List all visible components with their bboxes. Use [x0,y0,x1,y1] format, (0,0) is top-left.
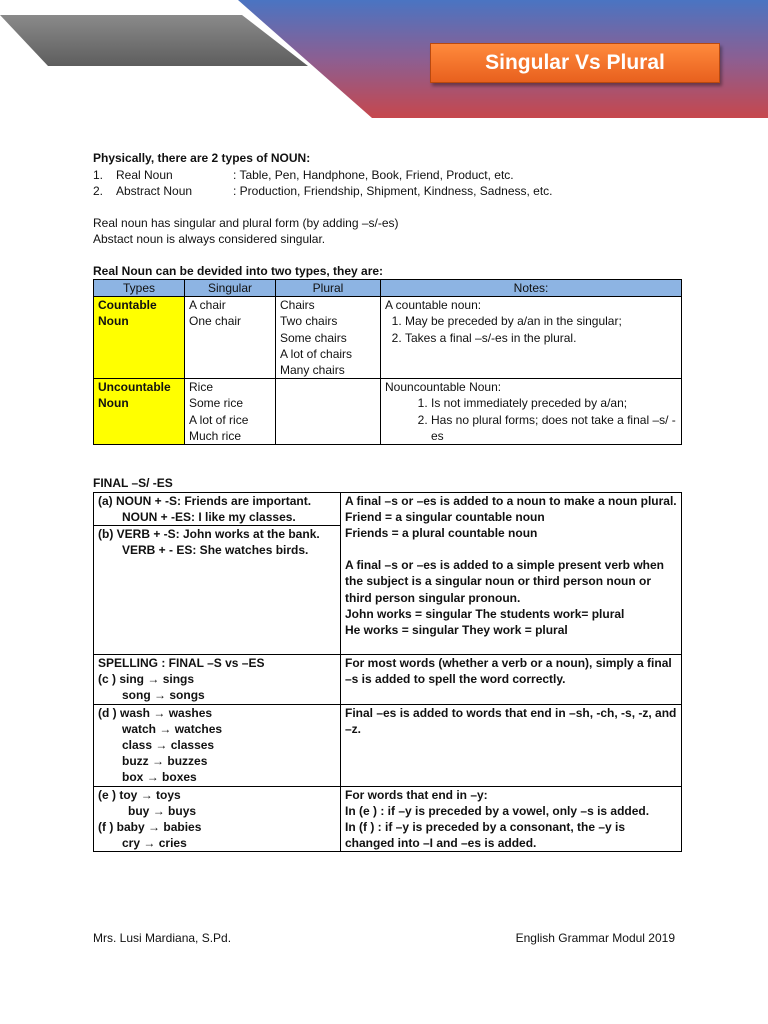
table-intro: Real Noun can be devided into two types, they are: [93,263,384,278]
rule-c-cell: SPELLING : FINAL –S vs –ES (c ) sing → sings song → songs [94,654,341,704]
countable-plural: Chairs Two chairs Some chairs A lot of chairs Many chairs [276,297,381,379]
countable-notes: A countable noun: 1. May be preceded by a/an in the singular; 2. Takes a final –s/-es in the plural. [381,297,682,379]
rule-ef-explanation: For words that end in –y: In (e ) : if –y is preceded by a vowel, only –s is added. In (f ) : if –y is preceded by a consonant, the –y is changed into –I and –es is added. [341,786,682,852]
footer-author: Mrs. Lusi Mardiana, S.Pd. [93,931,232,945]
main-content [93,150,683,852]
rule-d-cell: (d ) wash → washes watch → watches class → classes buzz → buzzes box → boxes [94,704,341,786]
final-s-es-heading: FINAL –S/ -ES [93,476,173,491]
page-title: Singular Vs Plural [430,43,720,83]
uncountable-plural [276,379,381,445]
rule-ef-cell: (e ) toy → toys buy → buys (f ) baby → babies cry → cries [94,786,341,852]
uncountable-singular: Rice Some rice A lot of rice Much rice [185,379,276,445]
uncountable-type: Uncountable Noun [94,379,185,445]
noun-type-row: 1. Real Noun : Table, Pen, Handphone, Book, Friend, Product, etc. [93,167,514,182]
noun-types-table [93,279,682,445]
header-notes: Notes: [381,280,682,297]
rule-a-cell: (a) NOUN + -S: Friends are important. NOUN + -ES: I like my classes. [94,492,341,525]
countable-type: Countable Noun [94,297,185,379]
uncountable-notes: Nouncountable Noun: 1. Is not immediately preceded by a/an; 2. Has no plural forms; does not take a final –s/ -es [381,379,682,445]
footer-module: English Grammar Modul 2019 [515,931,675,945]
real-noun-note: Real noun has singular and plural form (by adding –s/-es) [93,215,399,230]
abstract-noun-note: Abstact noun is always considered singular. [93,232,326,246]
rule-b-cell: (b) VERB + -S: John works at the bank. VERB + - ES: She watches birds. [94,525,341,654]
rule-d-explanation: Final –es is added to words that end in –sh, -ch, -s, -z, and –z. [341,704,682,786]
header-types: Types [94,280,185,297]
header-singular: Singular [185,280,276,297]
countable-singular: A chair One chair [185,297,276,379]
final-s-es-table [93,492,682,853]
rule-c-explanation: For most words (whether a verb or a noun), simply a final –s is added to spell the word correctly. [341,654,682,704]
intro-heading: Physically, there are 2 types of NOUN: [93,151,311,165]
rule-ab-explanation: A final –s or –es is added to a noun to make a noun plural. Friend = a singular countable noun Friends = a plural countable noun A final –s or –es is added to a simple present verb when the subject is a singular noun or third person noun or third person singular pronoun. John works = singular The students work= plural He works = singular They work = plural [341,492,682,654]
header-plural: Plural [276,280,381,297]
noun-type-row: 2. Abstract Noun : Production, Friendship, Shipment, Kindness, Sadness, etc. [93,184,553,198]
